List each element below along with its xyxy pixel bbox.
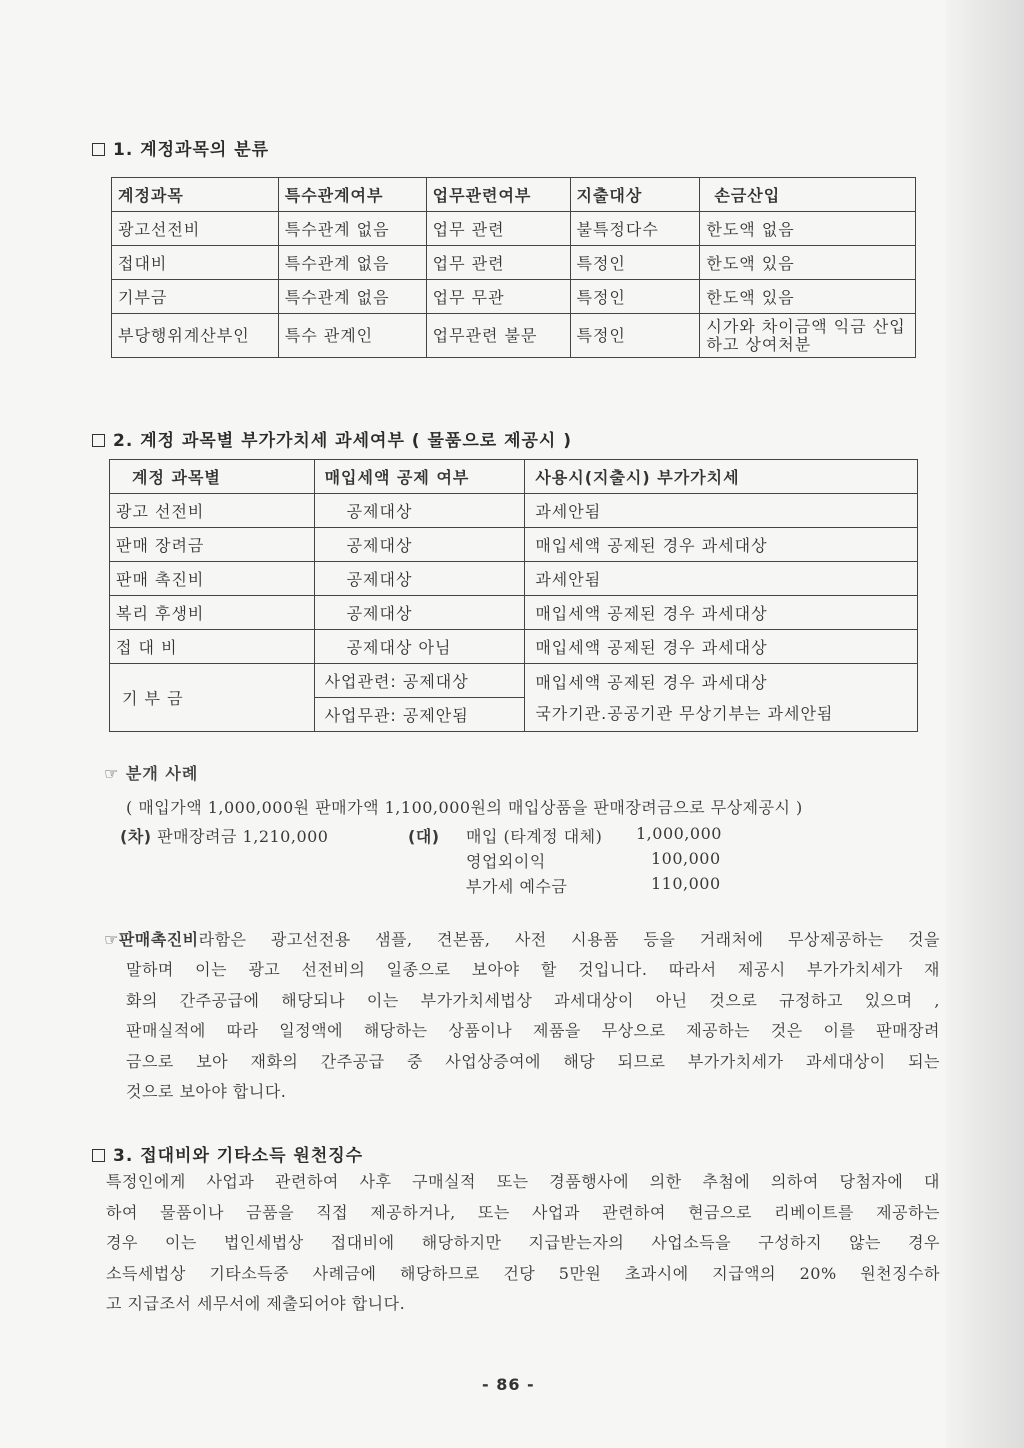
- paragraph-line: 소득세법상 기타소득중 사례금에 해당하므로 건당 5만원 초과시에 지급액의 20% 원천징수하: [106, 1263, 940, 1283]
- table-cell: 업무 관련: [426, 246, 570, 280]
- note-line: 금으로 보아 재화의 간주공급 중 사업상증여에 해당 되므로 부가가치세가 과세대상이 되는: [126, 1051, 940, 1071]
- table-cell: 광고선전비: [112, 212, 279, 246]
- table-row: [112, 212, 916, 246]
- table-row: [112, 246, 916, 280]
- checkbox-square-icon: [92, 434, 105, 447]
- example-condition: ( 매입가액 1,000,000원 판매가액 1,100,000원의 매입상품을 판매장려금으로 무상제공시 ): [126, 798, 803, 817]
- table-cell: 불특정다수: [570, 212, 700, 246]
- table-cell: 매입세액 공제된 경우 과세대상: [525, 596, 918, 630]
- section3-paragraph: [106, 1167, 940, 1320]
- table-cell: 접 대 비: [110, 630, 315, 664]
- table-cell: 공제대상: [314, 494, 525, 528]
- table-cell: 업무 관련: [426, 212, 570, 246]
- table-cell: 과세안됨: [525, 562, 918, 596]
- credit-amount: 100,000: [651, 849, 721, 868]
- section2-heading: [92, 426, 572, 451]
- table-row: [110, 596, 918, 630]
- header-cell: 계정과목: [112, 178, 279, 212]
- paragraph-line: 하여 물품이나 금품을 직접 제공하거나, 또는 사업과 관련하여 현금으로 리베이트를 제공하는: [106, 1202, 940, 1222]
- credit-label-wrap: [408, 824, 440, 847]
- note-text: 라함은 광고선전용 샘플, 견본품, 사전 시용품 등을 거래처에 무상제공하는 것을: [198, 930, 940, 949]
- credit-account: 매입 (타계정 대체): [466, 827, 603, 846]
- section1-title: 1. 계정과목의 분류: [113, 140, 270, 160]
- section3-heading: [92, 1141, 363, 1166]
- note-line: 판매실적에 따라 일정액에 해당하는 상품이나 제품을 무상으로 제공하는 것은 이를 판매장려: [126, 1021, 940, 1040]
- table-cell: 업무 무관: [426, 280, 570, 314]
- table-row: [110, 664, 918, 698]
- section2-title: 2. 계정 과목별 부가가치세 과세여부 ( 물품으로 제공시 ): [113, 431, 573, 451]
- table-cell: 매입세액 공제된 경우 과세대상: [525, 630, 918, 664]
- table-row: [112, 280, 916, 314]
- table-cell: 특수관계 없음: [278, 212, 426, 246]
- table-cell: 기부금: [112, 280, 279, 314]
- table-cell: 기 부 금: [110, 664, 315, 732]
- table-cell: 업무관련 불문: [426, 314, 570, 358]
- page-edge-shadow: [946, 0, 1024, 1448]
- table-cell: 매입세액 공제된 경우 과세대상: [525, 528, 918, 562]
- table-cell: 사업무관: 공제안됨: [314, 698, 525, 732]
- table-cell: 접대비: [112, 246, 279, 280]
- header-cell: 계정 과목별: [110, 460, 315, 494]
- table-cell: 광고 선전비: [110, 494, 315, 528]
- paragraph-line: 특정인에게 사업과 관련하여 사후 구매실적 또는 경품행사에 의한 추첨에 의하여 당첨자에 대: [106, 1172, 940, 1191]
- table-cell: 공제대상: [314, 596, 525, 630]
- example-title: ☞ 분개 사례: [104, 764, 199, 783]
- table-cell: 특정인: [570, 246, 700, 280]
- table-cell: 한도액 있음: [700, 246, 916, 280]
- checkbox-square-icon: [92, 143, 105, 156]
- checkbox-square-icon: [92, 1149, 105, 1162]
- pointing-hand-icon: ☞: [104, 930, 119, 949]
- paragraph-line: 경우 이는 법인세법상 접대비에 해당하지만 지급받는자의 사업소득을 구성하지 않는 경우: [106, 1233, 940, 1252]
- credit-amount: 110,000: [651, 874, 721, 893]
- section1-heading: [92, 135, 269, 160]
- table-cell: [525, 664, 918, 732]
- sales-promotion-note: [104, 925, 940, 956]
- debit-value: 판매장려금 1,210,000: [157, 827, 329, 846]
- paragraph-line: 고 지급조서 세무서에 제출되어야 합니다.: [106, 1294, 406, 1313]
- table-cell: 한도액 있음: [700, 280, 916, 314]
- table-cell: 특수관계 없음: [278, 246, 426, 280]
- credit-account: 영업외이익: [466, 852, 546, 871]
- table-cell: 사업관련: 공제대상: [314, 664, 525, 698]
- header-cell: 손금산입: [700, 178, 916, 212]
- header-cell: 업무관련여부: [426, 178, 570, 212]
- note-term: 판매촉진비: [118, 930, 199, 949]
- header-cell: 사용시(지출시) 부가가치세: [525, 460, 918, 494]
- note-line: [104, 925, 940, 956]
- table-header-row: [112, 178, 916, 212]
- table-cell: 시가와 차이금액 익금 산입하고 상여처분: [700, 314, 916, 358]
- credit-label: (대): [408, 827, 440, 846]
- table-cell: 특수관계 없음: [278, 280, 426, 314]
- table-cell: 특수 관계인: [278, 314, 426, 358]
- donation-vat-line: 국가기관.공공기관 무상기부는 과세안됨: [535, 703, 834, 723]
- table-cell: 공제대상: [314, 562, 525, 596]
- table-row: [110, 494, 918, 528]
- table-cell: 부당행위계산부인: [112, 314, 279, 358]
- note-line: 화의 간주공급에 해당되나 이는 부가가치세법상 과세대상이 아닌 것으로 규정하고 있으며 ,: [126, 990, 940, 1010]
- table-cell: 판매 장려금: [110, 528, 315, 562]
- note-continuation: [126, 955, 940, 1108]
- table-row: [110, 528, 918, 562]
- donation-vat-line: 매입세액 공제된 경우 과세대상: [535, 672, 768, 692]
- credit-account: 부가세 예수금: [466, 877, 568, 896]
- table-header-row: [110, 460, 918, 494]
- table-row: [112, 314, 916, 358]
- header-cell: 특수관계여부: [278, 178, 426, 212]
- note-line: 말하며 이는 광고 선전비의 일종으로 보아야 할 것입니다. 따라서 제공시 부가가치세가 재: [126, 960, 940, 979]
- credit-line: [466, 824, 602, 847]
- table-cell: 특정인: [570, 314, 700, 358]
- table-cell: 복리 후생비: [110, 596, 315, 630]
- debit-label: (차): [120, 827, 152, 846]
- table-cell: 판매 촉진비: [110, 562, 315, 596]
- table-row: [110, 630, 918, 664]
- account-classification-table: [111, 177, 916, 358]
- note-line: 것으로 보아야 합니다.: [126, 1082, 287, 1101]
- table-cell: 과세안됨: [525, 494, 918, 528]
- table-cell: 한도액 없음: [700, 212, 916, 246]
- credit-amount: 1,000,000: [636, 824, 722, 843]
- vat-taxation-table: [109, 459, 918, 732]
- table-cell: 특정인: [570, 280, 700, 314]
- section3-title: 3. 접대비와 기타소득 원천징수: [113, 1146, 364, 1166]
- header-cell: 지출대상: [570, 178, 700, 212]
- page-number: - 86 -: [482, 1375, 535, 1394]
- header-cell: 매입세액 공제 여부: [314, 460, 525, 494]
- table-row: [110, 562, 918, 596]
- table-cell: 공제대상 아님: [314, 630, 525, 664]
- table-cell: 공제대상: [314, 528, 525, 562]
- debit-entry: [120, 824, 328, 847]
